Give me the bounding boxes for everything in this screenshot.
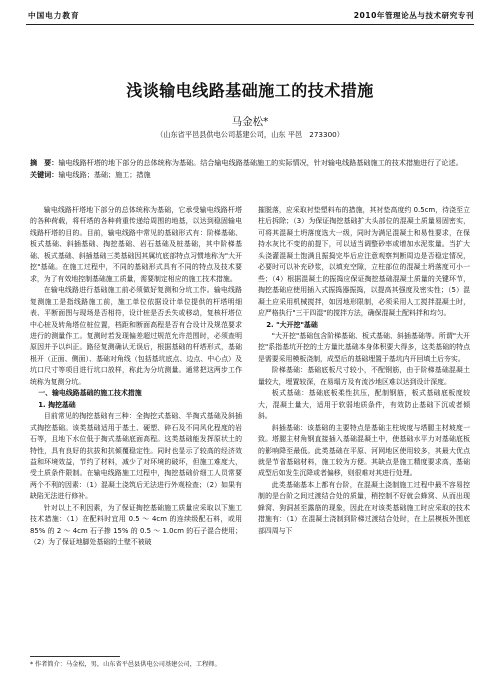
abstract-label: 摘 要： <box>30 158 59 167</box>
body-paragraph: 阶梯基础：基础底板尺寸较小，不配钢筋，由于阶梯基础混凝土量较大，埋置较深，在易塌方及有流沙地区难以达到设计深度。 <box>258 366 470 386</box>
keywords-label: 关键词： <box>30 169 59 179</box>
abstract-text: 输电线路杆塔的地下部分的总体统称为基础。结合输电线路基础施工的实际情况，针对输电线路基础施工的技术措施进行了论述。 <box>58 158 463 167</box>
issue-label: 2010年管理论丛与技术研究专刊 <box>353 11 474 20</box>
body-paragraph: 针对以上不利因素，为了保证掏挖基础施工质量应采取以下施工技术措施：（1）在配料时宜用 0.5 ～ 4cm 的连续级配石料，或用 85% 的 2 ～ 4cm 石子掺 15% 的 0.5 ～ 1.0cm 的石子混合使用；（2）为了保证地脚处基础的土壁不被破 <box>30 503 242 547</box>
header-rule <box>26 24 474 25</box>
body-paragraph: 在输电线路进行基础施工前必须做好复测和分坑工作。输电线路复测施工是指线路施工前，施工单位依据设计单位提供的杆塔明细表、平断面图与现场是否相符，设计桩是否丢失或移动，复核杆塔位中心桩及转角塔位桩位置，档距和断面高程是否有合设计及规范要求进行的测量作工。复测时若发现偏差超过规范允许范围时，必须查明原因并予以纠正。路径复测确认无误后，根据基础的杆塔形式，基础根开（正面、侧面）、基础对角线（包括基坑底点、边点、中心点）及坑口尺寸等项目进行坑口放样，称此为分坑测量。通常把这两步工作统称为复测分坑。 <box>30 286 242 386</box>
body-paragraph: 摧脱落，应采取衬垫塑料布的措施，其衬垫高度约 0.5cm，待浇至立柱后拆除；（3）为保证掏挖基础扩大头部位的混凝土质量易固密实，可将其混凝土坍落度选大一级，同时为满足混凝土和易性要求，在保持水灰比不变的前提下，可以适当调整砂率或增加水泥浆量。当扩大头浇灌混凝土饱满且振捣完毕后应注意观察判断周边是否稳定情况，必要时可以补充砂浆，以填充空隙，立柱部位的混凝土坍落度可小一些；（4）根据混凝土的振捣应保证掏挖基础混凝土质量的关键环节，掏挖基础应使用插入式振捣器振捣，以提高其强度及密实性；（5）混凝土应采用机械搅拌，如因地形限制，必须采用人工搅拌混凝土时，应严格执行"三干四湿"的搅拌方法，确保混凝土配料拌和均匀。 <box>258 206 470 318</box>
footnote-rule <box>30 656 120 657</box>
body-paragraph: 板式基础：基础底板柔性抗压，配制钢筋，板式基础底板度较大，混凝土量大，适用于软弱地质条件，有效防止基础下沉或者倾斜。 <box>258 389 470 421</box>
abstract-block <box>30 157 472 180</box>
keywords-text: 输电线路；基础；施工；措施 <box>58 169 151 179</box>
journal-name: 中国电力教育 <box>28 11 80 20</box>
running-header <box>28 10 474 24</box>
body-paragraph: 输电线路杆塔地下部分的总体统称为基础，它承受输电线路杆塔的各种荷载，将杆塔的各种荷重传递给周围的地基，以达到稳固输电线路杆塔的目的。目前，输电线路中常见的基础形式有：阶梯基础、板式基础、斜插基础、掏挖基础、岩石基础及桩基础，其中阶梯基础、板式基础、斜插基础三类基础因其属坑底部特点习惯地称为"大开挖"基础。在施工过程中，不同的基础形式具有不同的特点及技术要求，为了有效地控制基础施工质量，需要制定相应的施工技术措施。 <box>30 206 242 283</box>
body-paragraph: "大开挖"基础包含阶梯基础、板式基础、斜插基础等。所谓"大开挖"系指基坑开挖的土方量比基础本身体积要大得多，这类基础的特点是需要采用模板浇制，成型后的基础埋置于基坑内开回填土后夯实。 <box>258 331 470 363</box>
author-name: 马金松* <box>231 116 269 128</box>
body-paragraph: 此类基础基本上都有台阶，在混凝土浇制施工过程中最不容易控制的是台阶之间过渡结合处的质量，稍控制不好就会蜂窝、从而出现蜂窝、狗洞甚至露筋的现象，因此在对该类基础施工时应采取的技术措施有：（1）在混凝土浇制到阶梯过渡结合处时，在上层模板外围底部四周与下 <box>258 480 470 535</box>
paper-title: 浅谈输电线路基础施工的技术措施 <box>126 81 374 100</box>
body-columns <box>30 205 470 653</box>
section-heading: 1. 掏挖基础 <box>38 400 76 409</box>
section-heading: 一、输电线路基础的施工技术措施 <box>38 389 142 398</box>
footnote: * 作者简介：马金松，男，山东省平邑县供电公司基建公司，工程师。 <box>30 661 221 668</box>
left-column <box>30 205 242 549</box>
abstract <box>30 157 472 169</box>
author-affiliation: （山东省平邑县供电公司基建公司，山东 平邑 273300） <box>156 130 344 139</box>
right-column <box>258 205 470 537</box>
body-paragraph: 目前常见的掏挖基础有三种：全掏挖式基础、半掏式基础及斜插式掏挖基础。该类基础适用于基土、硬塑、碎石及不同风化程度的岩石等，且地下水位低于掏式基础底面高程。这类基础能发挥原状土的特性，具有良好的抗拔和抗倾覆稳定性。同时也显示了较高的经济效益和环境效益，节约了材料，减少了对环境的破坏，但施工难度大，受土质条件限制。在输电线路施工过程中，掏挖基础价细工人员常要两个不利的因素：（1）混凝土浇筑后无法进行外观检查；（2）如果有缺陷无法进行修补。 <box>30 412 242 501</box>
section-heading: 2. "大开挖"基础 <box>266 320 318 329</box>
keywords <box>30 169 472 181</box>
body-paragraph: 斜插基础：该基础的主要特点是基础主柱坡度与塔腿主材坡度一致。塔腿主材角钢直接插入基础混凝土中，使基础水平力对基础底板的影响降至最低。此类基础在平原、河网地区使用较多，其最大优点就是节省基础材料，施工较为方便。其缺点是施工精度要求高，基础成型后如发生沉降或者偏移，则很难对其进行处理。 <box>258 423 470 478</box>
